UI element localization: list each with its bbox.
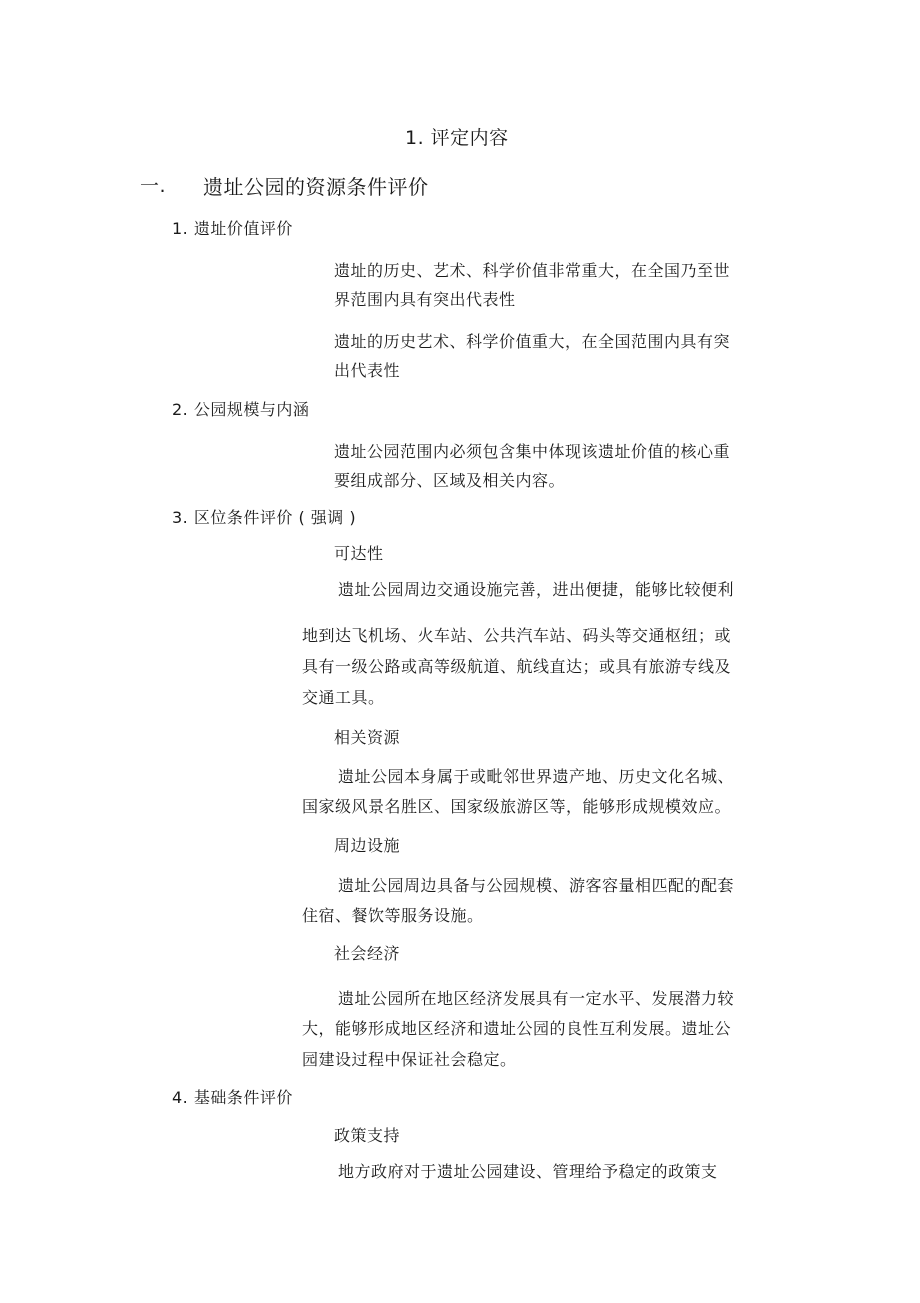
paragraph-line: 遗址公园所在地区经济发展具有一定水平、发展潜力较: [338, 989, 735, 1008]
subsection-label: 政策支持: [334, 1126, 401, 1145]
paragraph-line: 大，能够形成地区经济和遗址公园的良性互利发展。遗址公: [302, 1019, 732, 1038]
paragraph-line: 交通工具。: [302, 688, 385, 707]
paragraph-line: 遗址公园范围内必须包含集中体现该遗址价值的核心重: [334, 442, 731, 461]
paragraph-line: 遗址的历史艺术、科学价值重大，在全国范围内具有突: [334, 332, 731, 351]
paragraph-line: 遗址公园周边交通设施完善，进出便捷，能够比较便利: [338, 580, 735, 599]
item-heading-1: 1. 遗址价值评价: [172, 219, 293, 238]
paragraph-line: 地到达飞机场、火车站、公共汽车站、码头等交通枢纽；或: [302, 626, 732, 645]
paragraph-line: 住宿、餐饮等服务设施。: [302, 906, 484, 925]
subsection-label: 周边设施: [334, 836, 401, 855]
subsection-label: 相关资源: [334, 728, 401, 747]
item-heading-2: 2. 公园规模与内涵: [172, 400, 310, 419]
paragraph-line: 界范围内具有突出代表性: [334, 290, 516, 309]
paragraph-line: 具有一级公路或高等级航道、航线直达；或具有旅游专线及: [302, 657, 732, 676]
paragraph-line: 遗址公园周边具备与公园规模、游客容量相匹配的配套: [338, 876, 735, 895]
section-marker: 一.: [140, 175, 167, 197]
paragraph-line: 地方政府对于遗址公园建设、管理给予稳定的政策支: [338, 1162, 718, 1181]
paragraph-line: 国家级风景名胜区、国家级旅游区等，能够形成规模效应。: [302, 797, 732, 816]
paragraph-line: 遗址公园本身属于或毗邻世界遗产地、历史文化名城、: [338, 767, 735, 786]
paragraph-line: 园建设过程中保证社会稳定。: [302, 1050, 517, 1069]
item-heading-4: 4. 基础条件评价: [172, 1088, 293, 1107]
subsection-label: 可达性: [334, 544, 384, 563]
paragraph-line: 遗址的历史、艺术、科学价值非常重大，在全国乃至世: [334, 261, 731, 280]
paragraph-line: 要组成部分、区域及相关内容。: [334, 471, 566, 490]
page-title: 1. 评定内容: [405, 127, 509, 149]
subsection-label: 社会经济: [334, 944, 401, 963]
section-title: 遗址公园的资源条件评价: [203, 175, 429, 199]
paragraph-line: 出代表性: [334, 361, 401, 380]
item-heading-3: 3. 区位条件评价 ( 强调 ): [172, 508, 357, 527]
